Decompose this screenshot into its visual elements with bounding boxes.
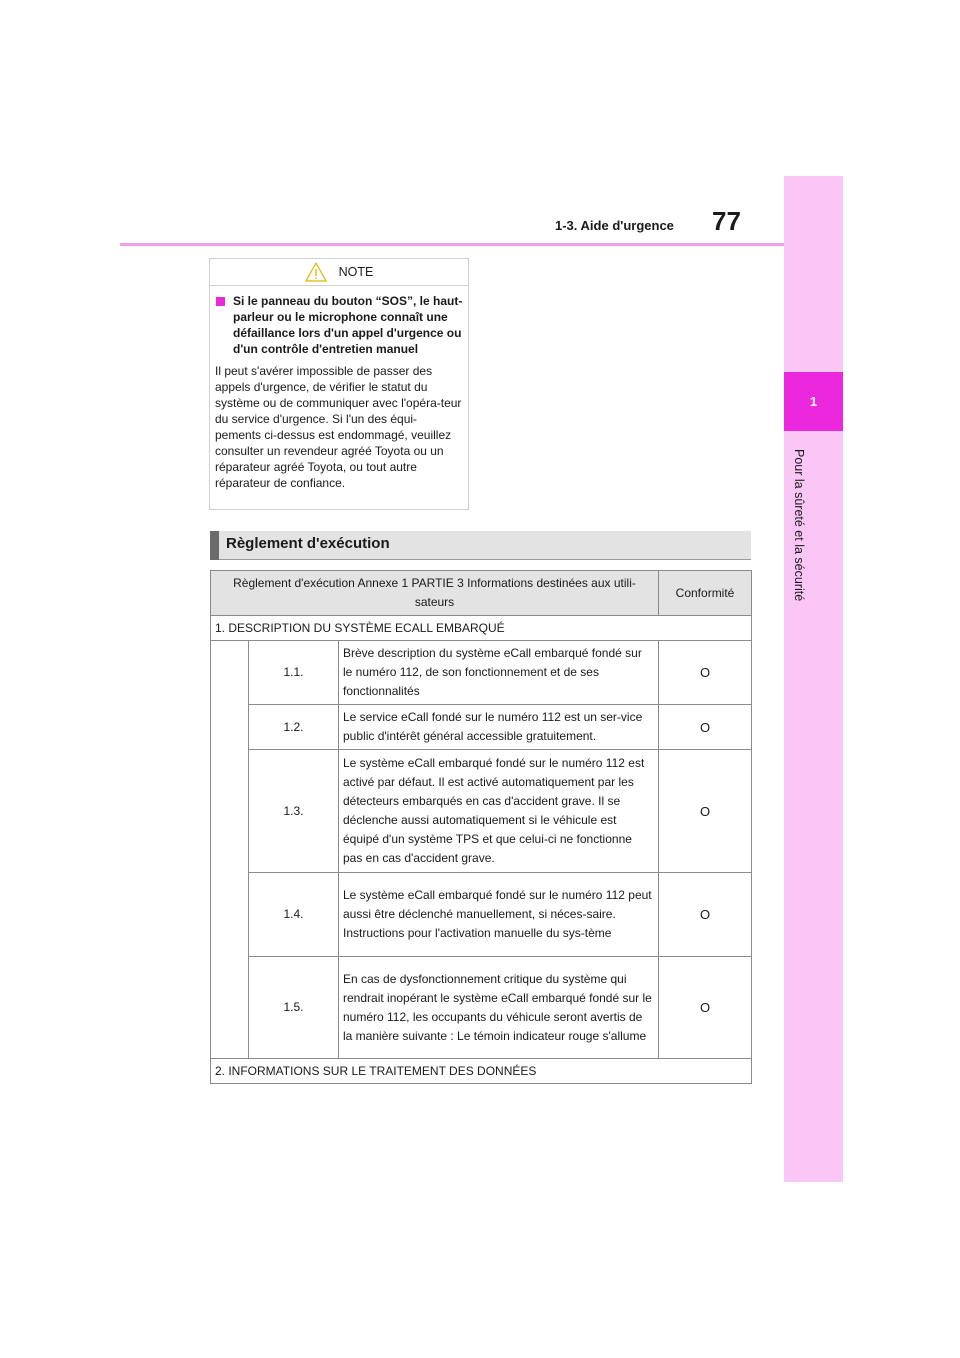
section2-cell: 2. INFORMATIONS SUR LE TRAITEMENT DES DONNÉES: [211, 1059, 752, 1084]
chapter-number-tab: 1: [784, 372, 843, 431]
section-title: Règlement d'exécution: [226, 535, 390, 552]
row-number: 1.3.: [249, 750, 339, 873]
indent-cell: [211, 641, 249, 1059]
note-paragraph: Il peut s'avérer impossible de passer des appels d'urgence, de vérifier le statut du système ou de communiquer avec l'opéra-teur du service d'urgence. Si l'un des équi-pements ci-dessus est endommagé, veuillez consulter un revendeur agréé Toyota ou un réparateur agréé Toyota, ou tout autre réparateur de confiance.: [215, 364, 462, 490]
note-box: [209, 258, 469, 510]
table-row: [211, 641, 752, 705]
running-header-section: 1-3. Aide d'urgence: [555, 218, 674, 233]
table-section-row: [211, 1059, 752, 1084]
header-rule: [120, 243, 784, 246]
note-heading: [215, 293, 463, 357]
row-number: 1.1.: [249, 641, 339, 705]
regulation-table: [210, 570, 752, 1084]
square-bullet-icon: [216, 297, 225, 306]
row-number: 1.4.: [249, 873, 339, 957]
section1-cell: 1. DESCRIPTION DU SYSTÈME ECALL EMBARQUÉ: [211, 616, 752, 641]
section-heading-bar: [210, 531, 751, 560]
header-conformity-cell: Conformité: [659, 571, 752, 616]
row-conformity: O: [659, 873, 752, 957]
row-number: 1.2.: [249, 705, 339, 750]
note-header: [210, 259, 468, 286]
chapter-label: Pour la sûreté et la sécurité: [792, 448, 806, 602]
row-conformity: O: [659, 957, 752, 1059]
page-number: 77: [712, 206, 741, 236]
row-conformity: O: [659, 641, 752, 705]
row-conformity: O: [659, 750, 752, 873]
table-row: [211, 957, 752, 1059]
row-text: Brève description du système eCall embarqué fondé sur le numéro 112, de son fonctionnement et de ses fonctionnalités: [339, 641, 659, 705]
note-title: NOTE: [338, 265, 374, 279]
row-number: 1.5.: [249, 957, 339, 1059]
row-text: Le système eCall embarqué fondé sur le numéro 112 peut aussi être déclenché manuellement, si néces-saire. Instructions pour l'activation manuelle du sys-tème: [339, 873, 659, 957]
row-text: Le système eCall embarqué fondé sur le numéro 112 est activé par défaut. Il est activé automatiquement par les détecteurs embarqués en cas d'accident grave. Il se déclenche aussi automatiquement si le véhicule est équipé d'un système TPS et que celui-ci ne fonctionne pas en cas d'accident grave.: [339, 750, 659, 873]
note-body: [210, 286, 468, 491]
row-conformity: O: [659, 705, 752, 750]
header-description-cell: Règlement d'exécution Annexe 1 PARTIE 3 Informations destinées aux utili-sateurs: [211, 571, 659, 616]
section-accent: [210, 531, 219, 560]
row-text: Le service eCall fondé sur le numéro 112 est un ser-vice public d'intérêt général accessible gratuitement.: [339, 705, 659, 750]
table-header-row: [211, 571, 752, 616]
table-row: [211, 750, 752, 873]
table-row: [211, 705, 752, 750]
table-section-row: [211, 616, 752, 641]
row-text: En cas de dysfonctionnement critique du système qui rendrait inopérant le système eCall embarqué fondé sur le numéro 112, les occupants du véhicule seront avertis de la manière suivante : Le témoin indicateur rouge s'allume: [339, 957, 659, 1059]
chapter-side-tab: [784, 176, 843, 1182]
warning-triangle-icon: [305, 262, 327, 282]
note-heading-text: Si le panneau du bouton “SOS”, le haut-parleur ou le microphone connaît une défaillance lors d'un appel d'urgence ou d'un contrôle d'entretien manuel: [233, 294, 463, 356]
table-row: [211, 873, 752, 957]
